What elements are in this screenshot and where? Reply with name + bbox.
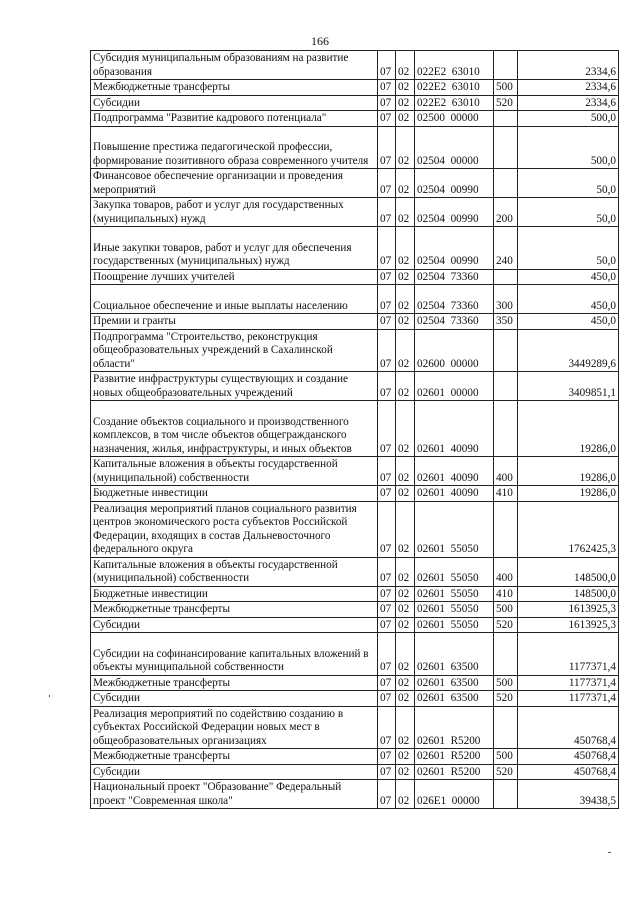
row-expense-type-cell [494,111,518,127]
row-expense-type-cell: 240 [494,227,518,270]
row-target-article-cell: 02601 55050 [415,586,494,602]
row-target-article-cell: 02601 55050 [415,557,494,586]
row-subsection-cell: 02 [396,457,415,486]
row-target-article-cell: 02600 00000 [415,329,494,372]
row-subsection-cell: 02 [396,764,415,780]
row-section-cell: 07 [378,749,396,765]
row-section-cell: 07 [378,401,396,457]
row-expense-type-cell [494,329,518,372]
row-subsection-cell: 02 [396,198,415,227]
row-name-cell: Капитальные вложения в объекты государственной (муниципальной) собственности [91,457,378,486]
table-row [91,227,619,270]
table-row [91,457,619,486]
row-amount-cell: 2334,6 [518,51,619,80]
row-amount-cell: 450768,4 [518,706,619,749]
row-section-cell: 07 [378,457,396,486]
row-section-cell: 07 [378,198,396,227]
table-row [91,586,619,602]
row-name-cell: Создание объектов социального и производственного комплексов, в том числе объектов общегражданского назначения, жилья, инфраструктуры, и иных объектов [91,401,378,457]
row-name-cell: Межбюджетные трансферты [91,80,378,96]
row-name-cell: Закупка товаров, работ и услуг для государственных (муниципальных) нужд [91,198,378,227]
row-name-cell: Бюджетные инвестиции [91,586,378,602]
row-section-cell: 07 [378,501,396,557]
row-expense-type-cell [494,269,518,285]
row-amount-cell: 19286,0 [518,457,619,486]
row-subsection-cell: 02 [396,227,415,270]
row-target-article-cell: 02504 73360 [415,285,494,314]
row-amount-cell: 1177371,4 [518,633,619,676]
table-row [91,602,619,618]
row-target-article-cell: 02504 00990 [415,198,494,227]
row-target-article-cell: 02601 55050 [415,602,494,618]
row-amount-cell: 50,0 [518,198,619,227]
row-name-cell: Поощрение лучших учителей [91,269,378,285]
row-name-cell: Субсидии [91,95,378,111]
row-amount-cell: 3449289,6 [518,329,619,372]
row-section-cell: 07 [378,675,396,691]
row-name-cell: Иные закупки товаров, работ и услуг для обеспечения государственных (муниципальных) нужд [91,227,378,270]
row-section-cell: 07 [378,780,396,809]
row-target-article-cell: 02601 55050 [415,501,494,557]
scan-speck [608,852,611,853]
row-name-cell: Субсидии [91,764,378,780]
row-section-cell: 07 [378,285,396,314]
row-expense-type-cell: 520 [494,764,518,780]
row-subsection-cell: 02 [396,126,415,169]
row-target-article-cell: 02601 63500 [415,633,494,676]
row-subsection-cell: 02 [396,486,415,502]
row-section-cell: 07 [378,80,396,96]
row-subsection-cell: 02 [396,557,415,586]
row-expense-type-cell: 350 [494,314,518,330]
table-row [91,486,619,502]
row-amount-cell: 148500,0 [518,586,619,602]
table-row [91,314,619,330]
row-subsection-cell: 02 [396,111,415,127]
row-section-cell: 07 [378,269,396,285]
row-amount-cell: 1177371,4 [518,691,619,707]
row-subsection-cell: 02 [396,706,415,749]
table-row [91,706,619,749]
row-target-article-cell: 02601 00000 [415,372,494,401]
row-amount-cell: 450,0 [518,269,619,285]
budget-table [90,50,619,809]
table-row [91,269,619,285]
table-row [91,557,619,586]
row-amount-cell: 1762425,3 [518,501,619,557]
table-row [91,80,619,96]
table-row [91,285,619,314]
row-amount-cell: 148500,0 [518,557,619,586]
row-target-article-cell: 02601 55050 [415,617,494,633]
row-target-article-cell: 02601 63500 [415,691,494,707]
row-name-cell: Межбюджетные трансферты [91,749,378,765]
row-section-cell: 07 [378,602,396,618]
row-target-article-cell: 02601 63500 [415,675,494,691]
row-section-cell: 07 [378,764,396,780]
row-name-cell: Субсидии на софинансирование капитальных вложений в объекты муниципальной собственности [91,633,378,676]
row-target-article-cell: 02601 R5200 [415,706,494,749]
row-amount-cell: 19286,0 [518,401,619,457]
table-row [91,401,619,457]
row-section-cell: 07 [378,557,396,586]
row-target-article-cell: 02504 00990 [415,227,494,270]
row-expense-type-cell: 410 [494,586,518,602]
budget-table-body [91,51,619,809]
row-subsection-cell: 02 [396,372,415,401]
row-expense-type-cell [494,401,518,457]
row-expense-type-cell [494,51,518,80]
row-amount-cell: 2334,6 [518,95,619,111]
row-target-article-cell: 02504 00000 [415,126,494,169]
row-section-cell: 07 [378,706,396,749]
row-name-cell: Реализация мероприятий планов социального развития центров экономического роста субъектов Российской Федерации, входящих в состав Дальневосточного федерального округа [91,501,378,557]
row-expense-type-cell [494,372,518,401]
table-row [91,329,619,372]
row-amount-cell: 1613925,3 [518,617,619,633]
row-name-cell: Бюджетные инвестиции [91,486,378,502]
row-subsection-cell: 02 [396,314,415,330]
row-target-article-cell: 02601 40090 [415,486,494,502]
row-expense-type-cell: 500 [494,80,518,96]
row-target-article-cell: 02504 00990 [415,169,494,198]
row-subsection-cell: 02 [396,501,415,557]
row-section-cell: 07 [378,227,396,270]
row-expense-type-cell [494,169,518,198]
row-subsection-cell: 02 [396,586,415,602]
table-row [91,617,619,633]
table-row [91,501,619,557]
row-section-cell: 07 [378,51,396,80]
row-name-cell: Реализация мероприятий по содействию созданию в субъектах Российской Федерации новых мест в общеобразовательных организациях [91,706,378,749]
row-target-article-cell: 02601 R5200 [415,749,494,765]
row-name-cell: Развитие инфраструктуры существующих и создание новых общеобразовательных учреждений [91,372,378,401]
row-amount-cell: 1613925,3 [518,602,619,618]
table-row [91,675,619,691]
page-number: 166 [311,34,329,48]
row-target-article-cell: 026E1 00000 [415,780,494,809]
row-subsection-cell: 02 [396,617,415,633]
table-row [91,169,619,198]
row-name-cell: Повышение престижа педагогической профессии, формирование позитивного образа современного учителя [91,126,378,169]
row-amount-cell: 1177371,4 [518,675,619,691]
row-subsection-cell: 02 [396,780,415,809]
table-row [91,633,619,676]
row-amount-cell: 450,0 [518,314,619,330]
row-expense-type-cell: 400 [494,457,518,486]
row-section-cell: 07 [378,329,396,372]
row-subsection-cell: 02 [396,401,415,457]
table-row [91,126,619,169]
row-subsection-cell: 02 [396,675,415,691]
table-row [91,198,619,227]
row-amount-cell: 50,0 [518,227,619,270]
row-subsection-cell: 02 [396,51,415,80]
row-name-cell: Премии и гранты [91,314,378,330]
row-expense-type-cell: 300 [494,285,518,314]
table-row [91,780,619,809]
row-amount-cell: 500,0 [518,111,619,127]
row-name-cell: Национальный проект "Образование" Федеральный проект "Современная школа" [91,780,378,809]
row-amount-cell: 39438,5 [518,780,619,809]
row-target-article-cell: 022E2 63010 [415,51,494,80]
row-subsection-cell: 02 [396,285,415,314]
row-target-article-cell: 02504 73360 [415,269,494,285]
table-row [91,691,619,707]
scan-speck [49,695,50,697]
row-expense-type-cell: 500 [494,602,518,618]
row-section-cell: 07 [378,126,396,169]
row-amount-cell: 2334,6 [518,80,619,96]
row-expense-type-cell [494,633,518,676]
row-section-cell: 07 [378,586,396,602]
row-expense-type-cell: 520 [494,691,518,707]
row-name-cell: Социальное обеспечение и иные выплаты населению [91,285,378,314]
row-target-article-cell: 02601 40090 [415,457,494,486]
row-subsection-cell: 02 [396,633,415,676]
table-row [91,749,619,765]
table-row [91,372,619,401]
row-name-cell: Подпрограмма "Строительство, реконструкция общеобразовательных учреждений в Сахалинской области" [91,329,378,372]
row-section-cell: 07 [378,314,396,330]
table-row [91,111,619,127]
row-name-cell: Субсидии [91,617,378,633]
table-row [91,764,619,780]
row-section-cell: 07 [378,486,396,502]
row-section-cell: 07 [378,95,396,111]
row-name-cell: Субсидии [91,691,378,707]
row-subsection-cell: 02 [396,749,415,765]
row-subsection-cell: 02 [396,95,415,111]
row-subsection-cell: 02 [396,602,415,618]
row-expense-type-cell: 500 [494,749,518,765]
row-expense-type-cell: 520 [494,95,518,111]
row-target-article-cell: 02500 00000 [415,111,494,127]
row-section-cell: 07 [378,111,396,127]
row-expense-type-cell: 410 [494,486,518,502]
row-target-article-cell: 02601 R5200 [415,764,494,780]
row-section-cell: 07 [378,691,396,707]
row-expense-type-cell [494,501,518,557]
row-amount-cell: 19286,0 [518,486,619,502]
row-subsection-cell: 02 [396,169,415,198]
row-expense-type-cell [494,780,518,809]
row-name-cell: Финансовое обеспечение организации и проведения мероприятий [91,169,378,198]
row-target-article-cell: 02504 73360 [415,314,494,330]
row-expense-type-cell: 400 [494,557,518,586]
row-amount-cell: 450,0 [518,285,619,314]
row-subsection-cell: 02 [396,80,415,96]
row-name-cell: Капитальные вложения в объекты государственной (муниципальной) собственности [91,557,378,586]
row-section-cell: 07 [378,372,396,401]
table-row [91,51,619,80]
row-name-cell: Подпрограмма "Развитие кадрового потенциала" [91,111,378,127]
row-expense-type-cell: 200 [494,198,518,227]
row-amount-cell: 500,0 [518,126,619,169]
row-name-cell: Субсидия муниципальным образованиям на развитие образования [91,51,378,80]
row-subsection-cell: 02 [396,329,415,372]
row-section-cell: 07 [378,169,396,198]
row-target-article-cell: 022E2 63010 [415,95,494,111]
row-section-cell: 07 [378,617,396,633]
row-name-cell: Межбюджетные трансферты [91,675,378,691]
row-amount-cell: 450768,4 [518,764,619,780]
row-expense-type-cell: 520 [494,617,518,633]
table-row [91,95,619,111]
row-amount-cell: 3409851,1 [518,372,619,401]
row-expense-type-cell [494,706,518,749]
row-target-article-cell: 02601 40090 [415,401,494,457]
row-target-article-cell: 022E2 63010 [415,80,494,96]
row-amount-cell: 450768,4 [518,749,619,765]
row-expense-type-cell: 500 [494,675,518,691]
row-subsection-cell: 02 [396,269,415,285]
row-name-cell: Межбюджетные трансферты [91,602,378,618]
row-expense-type-cell [494,126,518,169]
row-amount-cell: 50,0 [518,169,619,198]
row-section-cell: 07 [378,633,396,676]
row-subsection-cell: 02 [396,691,415,707]
